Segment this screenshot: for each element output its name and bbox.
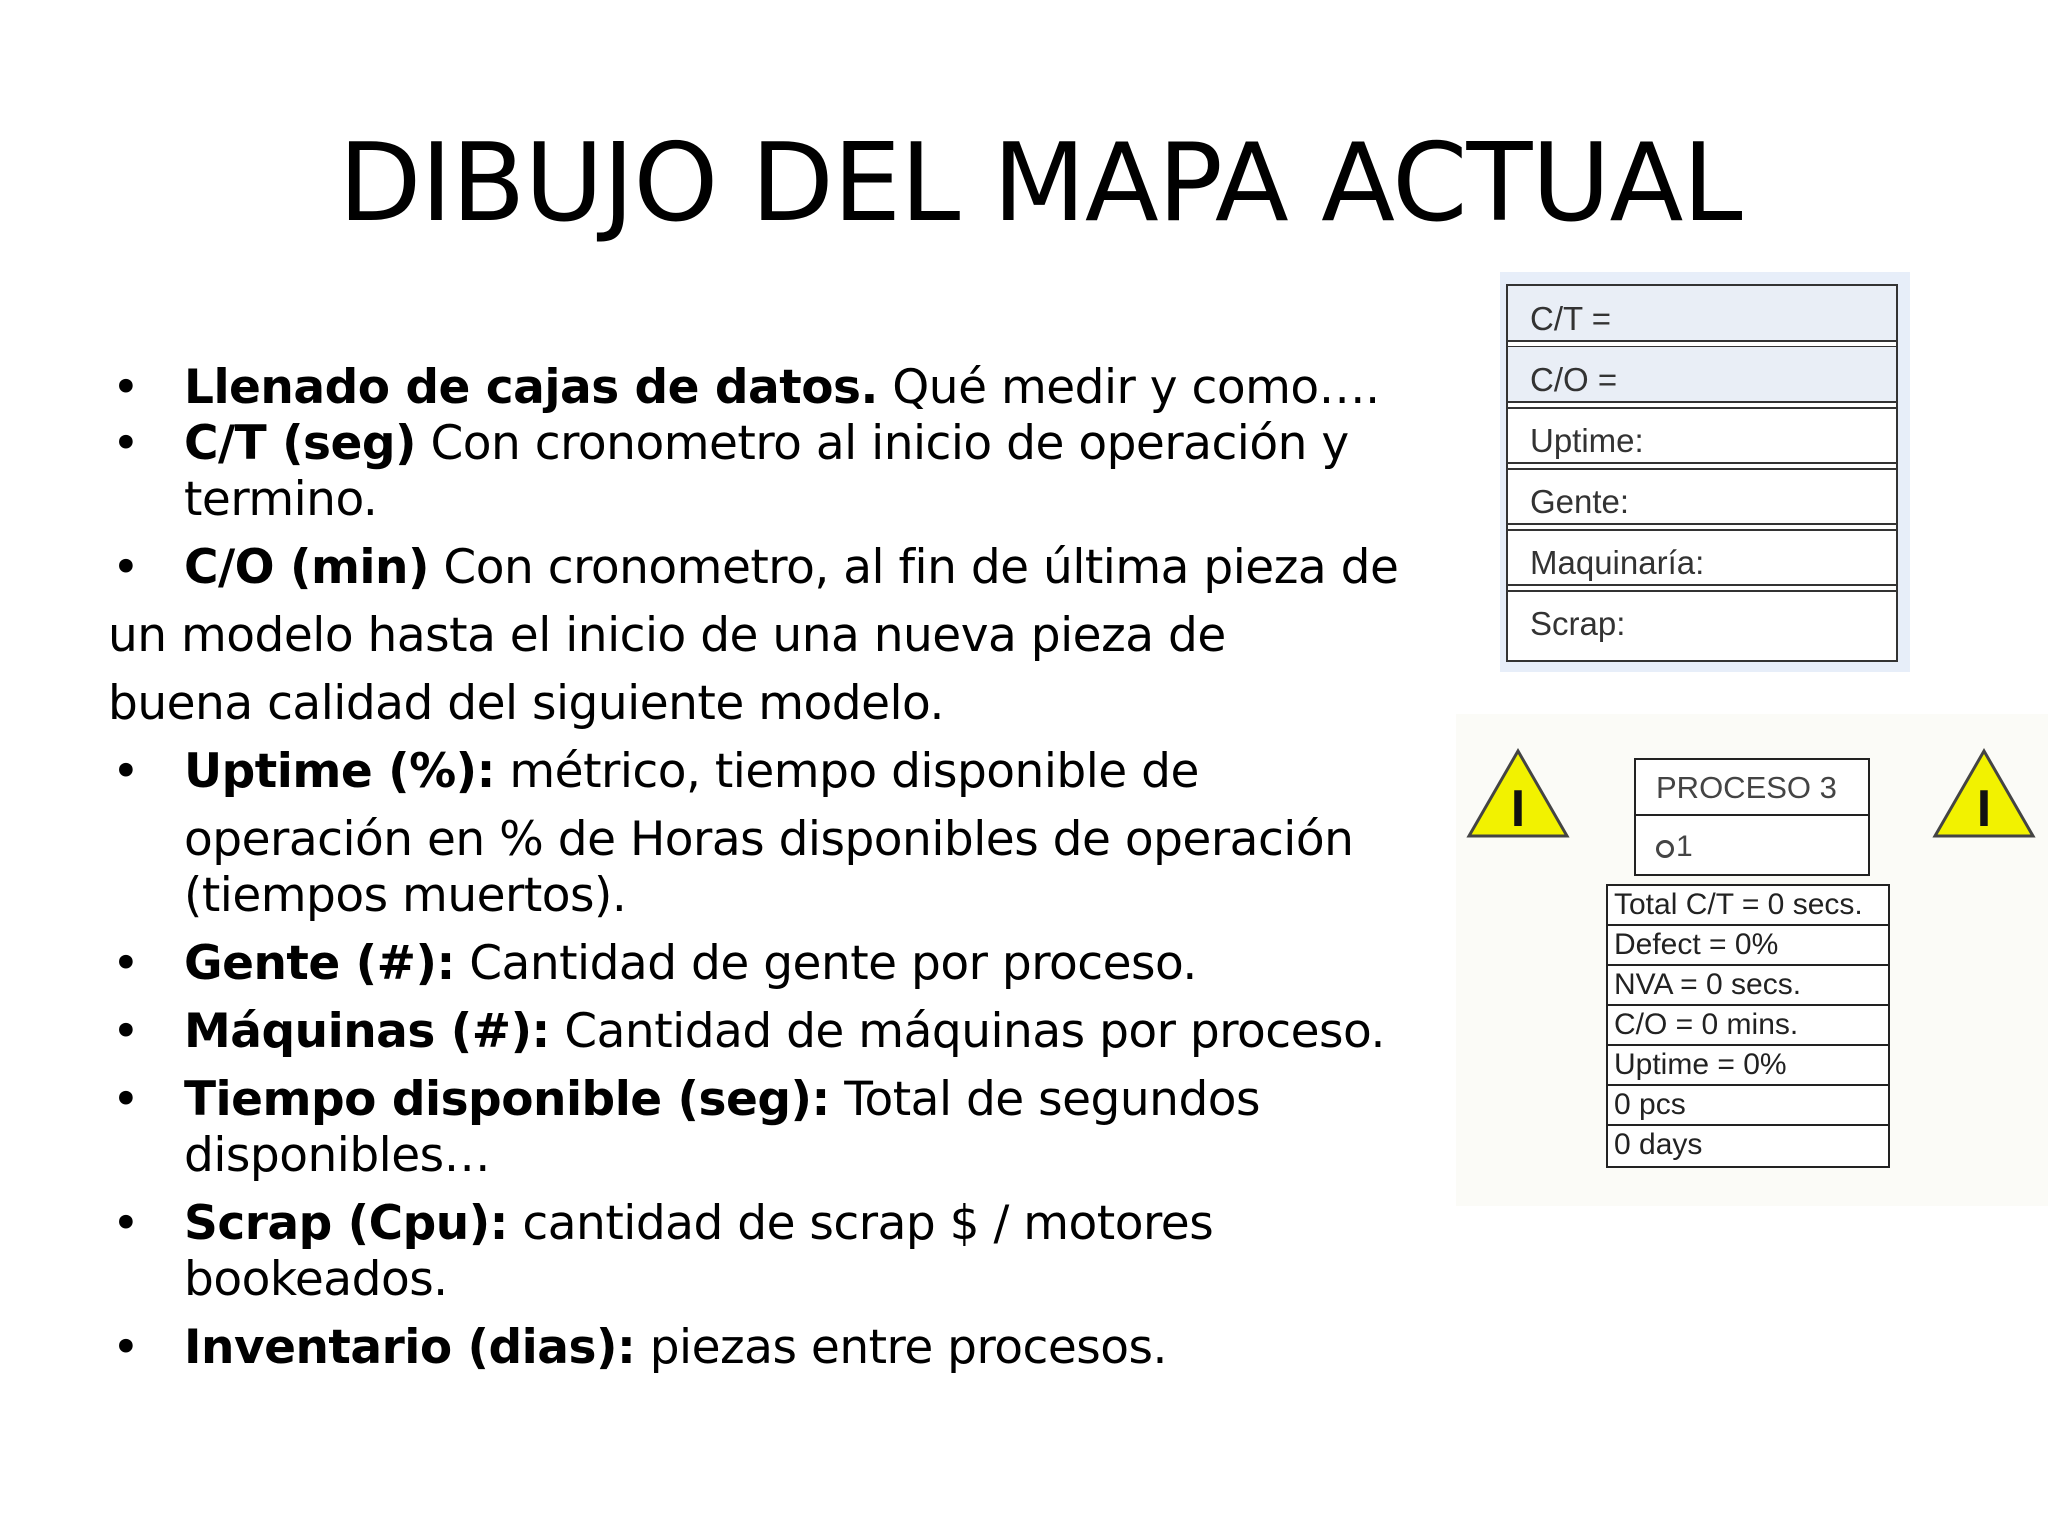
bullet-marker: • [112, 540, 140, 595]
process-data-row: Defect = 0% [1608, 926, 1888, 966]
bullet-term: Llenado de cajas de datos. [184, 360, 878, 415]
data-box-row: Scrap: [1530, 605, 1626, 642]
bullet-text: buena calidad del siguiente modelo. [108, 676, 944, 731]
bullet-list [108, 360, 1488, 1376]
bullet-item [108, 1072, 1488, 1184]
bullet-continuation [108, 676, 1488, 732]
bullet-term: C/O (min) [184, 540, 429, 595]
bullet-marker: • [112, 1004, 140, 1059]
data-box-row: C/O = [1508, 347, 1896, 408]
bullet-term: Scrap (Cpu): [184, 1196, 508, 1251]
bullet-text: operación en % de Horas disponibles de operación (tiempos muertos). [184, 812, 1354, 923]
bullet-marker: • [112, 744, 140, 799]
bullet-term: C/T (seg) [184, 416, 417, 471]
data-box-row: Uptime: [1508, 408, 1896, 469]
bullet-item [108, 1196, 1488, 1308]
bullet-text: métrico, tiempo disponible de [494, 744, 1199, 799]
bullet-text: Qué medir y como…. [877, 360, 1380, 415]
data-box-row: Gente: [1508, 469, 1896, 530]
process-name: PROCESO 3 [1636, 760, 1868, 816]
bullet-term: Máquinas (#): [184, 1004, 550, 1059]
bullet-text: Total de segundos disponibles… [184, 1072, 1261, 1183]
bullet-item [108, 540, 1488, 596]
bullet-item [108, 360, 1488, 416]
bullet-marker: • [112, 360, 140, 415]
process-box [1634, 758, 1870, 876]
bullet-text: Cantidad de máquinas por proceso. [549, 1004, 1385, 1059]
inventory-triangle-right [1932, 748, 2036, 840]
bullet-text: Con cronometro al inicio de operación y termino. [184, 416, 1349, 527]
inventory-symbol: I [1976, 780, 1992, 838]
bullet-continuation [108, 812, 1488, 924]
bullet-item [108, 416, 1488, 528]
process-data-row: 0 pcs [1608, 1086, 1888, 1126]
bullet-text: piezas entre procesos. [635, 1320, 1167, 1375]
bullet-marker: • [112, 936, 140, 991]
data-box-row: Maquinaría: [1508, 530, 1896, 591]
process-data-row: Total C/T = 0 secs. [1608, 886, 1888, 926]
bullet-item [108, 936, 1488, 992]
bullet-term: Inventario (dias): [184, 1320, 636, 1375]
bullet-term: Uptime (%): [184, 744, 495, 799]
bullet-marker: • [112, 1196, 140, 1251]
bullet-marker: • [112, 1072, 140, 1127]
bullet-term: Gente (#): [184, 936, 455, 991]
bullet-term: Tiempo disponible (seg): [184, 1072, 830, 1127]
data-box-row: C/T = [1508, 286, 1896, 347]
operator-count: 1 [1676, 830, 1693, 863]
bullet-item [108, 1004, 1488, 1060]
inventory-symbol: I [1510, 780, 1526, 838]
bullet-text: Con cronometro, al fin de última pieza de [428, 540, 1399, 595]
process-data-row: Uptime = 0% [1608, 1046, 1888, 1086]
data-box [1506, 284, 1898, 662]
bullet-continuation [108, 608, 1488, 664]
bullet-item [108, 1320, 1488, 1376]
data-box-figure [1500, 272, 1910, 672]
process-data-box [1606, 884, 1890, 1168]
bullet-text: cantidad de scrap $ / motores bookeados. [184, 1196, 1214, 1307]
bullet-text: Cantidad de gente por proceso. [454, 936, 1197, 991]
inventory-triangle-left [1466, 748, 1570, 840]
process-data-row: C/O = 0 mins. [1608, 1006, 1888, 1046]
process-data-row: 0 days [1614, 1128, 1703, 1161]
process-diagram [1456, 714, 2048, 1206]
slide-title: DIBUJO DEL MAPA ACTUAL [338, 121, 1742, 246]
bullet-item [108, 744, 1488, 800]
process-operators [1636, 816, 1868, 864]
process-data-row: NVA = 0 secs. [1608, 966, 1888, 1006]
operator-icon [1656, 840, 1674, 858]
bullet-marker: • [112, 416, 140, 471]
bullet-text: un modelo hasta el inicio de una nueva pieza de [108, 608, 1226, 663]
bullet-marker: • [112, 1320, 140, 1375]
